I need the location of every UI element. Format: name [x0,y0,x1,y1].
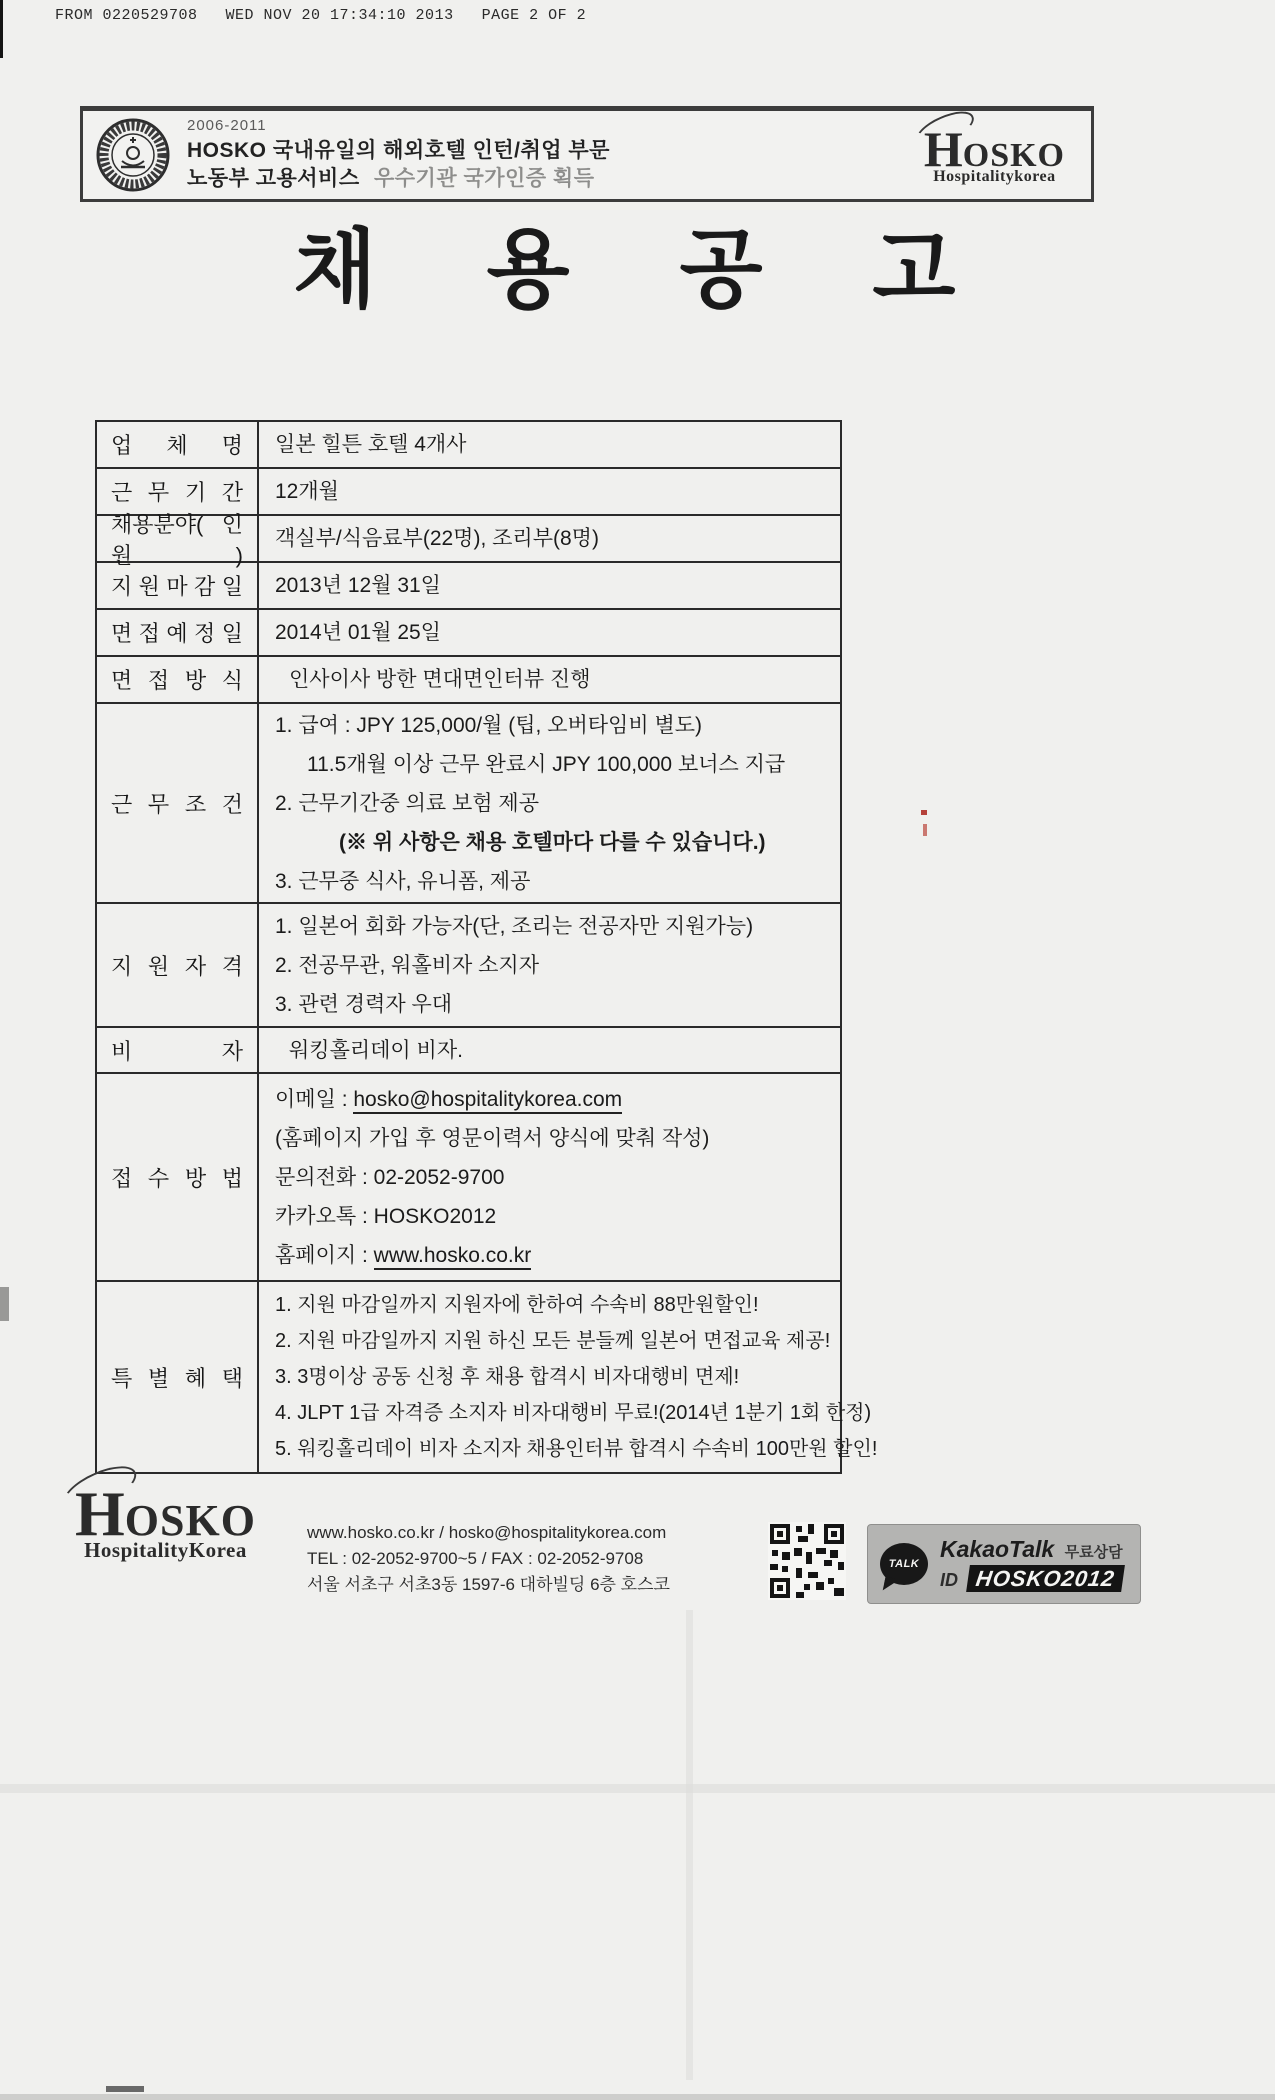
apply-web-line [275,1236,840,1275]
value-interview-type: 인사이사 방한 면대면인터뷰 진행 [289,668,591,691]
apply-note: (홈페이지 가입 후 영문이력서 양식에 맞춰 작성) [275,1126,710,1150]
conditions-line-5: 3. 근무중 식사, 유니폼, 제공 [275,869,531,893]
qr-code [768,1522,846,1600]
conditions-note: (※ 위 사항은 채용 호텔마다 다를 수 있습니다.) [339,830,766,854]
qualifications-line-2: 2. 전공무관, 워홀비자 소지자 [275,953,539,977]
kakaotalk-id-label: ID [940,1570,958,1591]
qualifications-line-3: 3. 관련 경력자 우대 [275,992,453,1016]
apply-email-label: 이메일 : [275,1087,348,1111]
table-row-interview-date [97,610,840,657]
scan-artifact-red-mark [921,810,927,815]
fax-from: FROM 0220529708 [55,7,198,24]
label-deadline: 지 원 마 감 일 [111,574,243,599]
scan-artifact-band [0,1784,1275,1793]
scan-artifact-red-mark [923,824,927,836]
scan-artifact-bottom-edge [0,2094,1275,2100]
kakaotalk-badge [867,1524,1141,1604]
fax-header [55,7,614,24]
government-certification-seal-icon [95,117,171,193]
label-visa: 비 자 [111,1038,243,1064]
table-row-deadline [97,563,840,610]
footer [75,1478,1165,1618]
apply-kakao: 카카오톡 : HOSKO2012 [275,1204,497,1228]
kakaotalk-bubble-icon: TALK [880,1543,928,1585]
benefits-line-1: 1. 지원 마감일까지 지원자에 한하여 수속비 88만원할인! [275,1294,759,1316]
table-row-field [97,511,840,568]
certification-line2-light: 우수기관 국가인증 획득 [373,167,595,191]
certification-years: 2006-2011 [187,117,267,135]
hosko-logo-header [923,121,1065,186]
label-qualifications: 지 원 자 격 [111,953,243,979]
certification-line2 [187,166,610,192]
scan-artifact-edge [0,0,3,58]
benefits-line-4: 4. JLPT 1급 자격증 소지자 비자대행비 무료!(2014년 1분기 1회 한정) [275,1402,872,1424]
apply-web-label: 홈페이지 : [275,1243,368,1267]
label-apply: 접 수 방 법 [111,1165,243,1191]
certification-banner [80,106,1094,202]
hosko-logo-footer [75,1478,256,1563]
kakaotalk-name: KakaoTalk [940,1535,1055,1562]
conditions-line-3: 2. 근무기간중 의료 보험 제공 [275,791,539,815]
certification-text [187,117,610,192]
kakaotalk-tagline: 무료상담 [1064,1543,1123,1561]
benefits-line-5: 5. 워킹홀리데이 비자 소지자 채용인터뷰 합격시 수속비 100만원 할인! [275,1438,878,1460]
logo-initial: H [75,1478,125,1549]
table-row-company [97,422,840,469]
benefits-line-2: 2. 지원 마감일까지 지원 하신 모든 분들께 일본어 면접교육 제공! [275,1330,831,1352]
value-period: 12개월 [275,480,339,503]
apply-phone: 문의전화 : 02-2052-9700 [275,1165,505,1189]
certification-line1: HOSKO 국내유일의 해외호텔 인턴/취업 부문 [187,139,610,163]
scan-artifact-blotch [0,1287,9,1321]
label-interview-date: 면 접 예 정 일 [111,621,243,646]
label-company: 업 체 명 [111,433,243,458]
value-interview-date: 2014년 01월 25일 [275,621,441,644]
value-visa: 워킹홀리데이 비자. [289,1038,463,1062]
label-benefits: 특 별 혜 택 [111,1365,243,1391]
label-interview-type: 면 접 방 식 [111,668,243,693]
logo-subtitle: HospitalityKorea [84,1538,247,1562]
benefits-line-3: 3. 3명이상 공동 신청 후 채용 합격시 비자대행비 면제! [275,1366,740,1388]
page-title: 채 용 공 고 [293,222,982,318]
table-row-interview-type [97,657,840,704]
table-row-visa [97,1028,840,1074]
label-field: 채용분야( 인원 ) [111,511,243,568]
table-row-benefits [97,1282,878,1472]
label-period: 근 무 기 간 [111,480,243,505]
table-row-apply [97,1074,840,1282]
value-deadline: 2013년 12월 31일 [275,574,441,597]
job-posting-table [95,420,878,1474]
logo-rest: OSKO [124,1496,256,1545]
fax-datetime: WED NOV 20 17:34:10 2013 [225,7,454,24]
value-company: 일본 힐튼 호텔 4개사 [275,433,467,456]
scan-artifact-dash [106,2086,144,2092]
table-row-conditions [97,704,840,904]
label-conditions: 근 무 조 건 [111,791,243,817]
conditions-line-1: 1. 급여 : JPY 125,000/월 (팁, 오버타임비 별도) [275,713,703,737]
certification-line2-strong: 노동부 고용서비스 [187,167,360,191]
apply-email-line [275,1080,840,1119]
footer-address: 서울 서초구 서초3동 1597-6 대하빌딩 6층 호스코 [307,1575,670,1594]
apply-email-address: hosko@hospitalitykorea.com [353,1088,622,1114]
table-row-qualifications [97,904,840,1028]
apply-web-url: www.hosko.co.kr [374,1244,532,1270]
scan-artifact-streak [686,1610,693,2080]
logo-subtitle: Hospitalitykorea [933,168,1056,185]
qualifications-line-1: 1. 일본어 회화 가능자(단, 조리는 전공자만 지원가능) [275,914,754,938]
logo-initial: H [923,121,963,177]
logo-rest: OSKO [962,137,1065,174]
footer-contact-block [307,1520,670,1598]
conditions-line-2: 11.5개월 이상 근무 완료시 JPY 100,000 보너스 지급 [307,752,786,776]
kakaotalk-id-value: HOSKO2012 [967,1565,1125,1592]
footer-web-email: www.hosko.co.kr / hosko@hospitalitykorea.com [307,1523,667,1542]
footer-tel-fax: TEL : 02-2052-9700~5 / FAX : 02-2052-9708 [307,1549,644,1568]
fax-page: PAGE 2 OF 2 [481,7,587,24]
value-field: 객실부/식음료부(22명), 조리부(8명) [275,527,599,550]
